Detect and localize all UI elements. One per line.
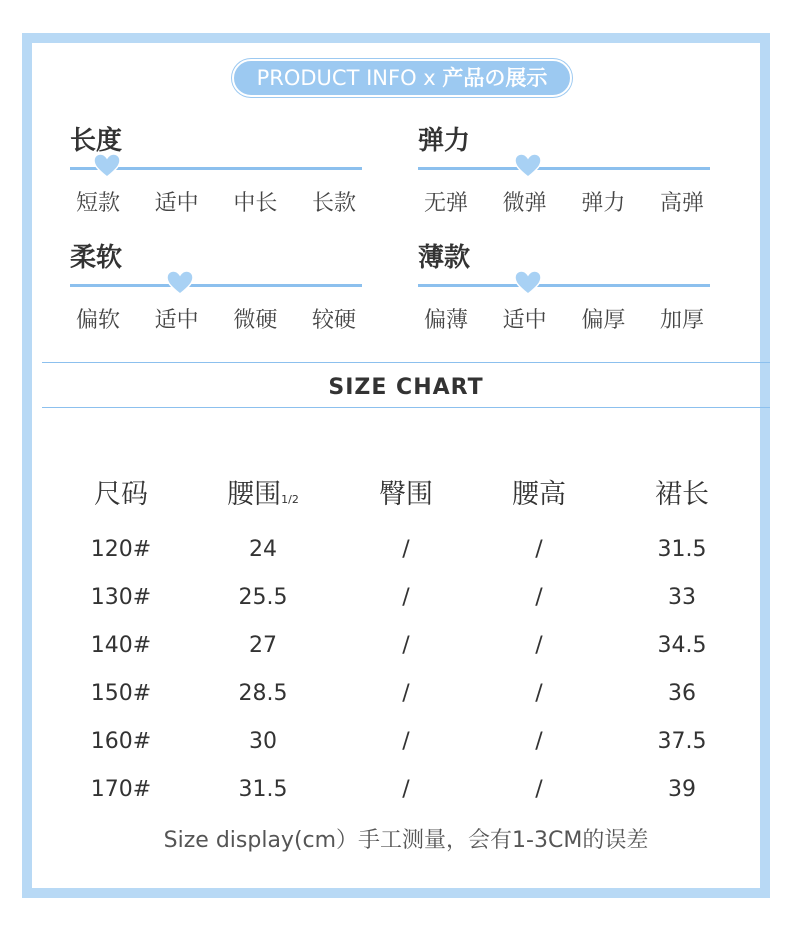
- table-cell: 25.5: [238, 584, 288, 610]
- table-cell: /: [402, 632, 410, 658]
- info-frame: [22, 33, 770, 898]
- header-cell: 臀围: [379, 478, 433, 510]
- attribute-thickness: [418, 240, 710, 334]
- table-cell: /: [535, 728, 543, 754]
- attribute-title: 薄款: [418, 243, 471, 273]
- option-label: 适中: [154, 191, 199, 216]
- heart-indicator-icon: [514, 270, 542, 296]
- heart-indicator-icon: [166, 270, 194, 296]
- attribute-options: [418, 303, 710, 334]
- table-cell: /: [535, 536, 543, 562]
- badge-cn-text: 产品の展示: [442, 66, 548, 90]
- option-label: 适中: [154, 308, 199, 333]
- table-cell: /: [535, 632, 543, 658]
- attribute-elasticity: [418, 123, 710, 217]
- option-label: 高弹: [659, 191, 704, 216]
- attribute-options: [418, 186, 710, 217]
- table-row: [62, 669, 752, 717]
- attribute-scale: [418, 167, 710, 170]
- attribute-softness: [70, 240, 362, 334]
- attribute-scale: [70, 167, 362, 170]
- table-cell: 24: [249, 536, 277, 562]
- option-label: 适中: [502, 308, 547, 333]
- header-cell: 腰高: [512, 478, 566, 510]
- attribute-scale: [70, 284, 362, 287]
- table-cell: 33: [668, 584, 696, 610]
- table-cell: 31.5: [238, 776, 288, 802]
- option-label: 微硬: [233, 308, 278, 333]
- option-label: 中长: [233, 191, 278, 216]
- measurement-note: Size display(cm）手工测量，会有1-3CM的误差: [163, 828, 649, 853]
- option-label: 短款: [76, 191, 121, 216]
- table-cell: 37.5: [657, 728, 707, 754]
- badge-en-text: PRODUCT INFO x: [256, 66, 436, 90]
- header-cell-suffix: 1/2: [281, 492, 299, 506]
- table-cell: /: [402, 776, 410, 802]
- table-header-row: [62, 463, 752, 519]
- header-cell: 裙长: [655, 478, 709, 510]
- attribute-length: [70, 123, 362, 217]
- divider-top: [42, 362, 770, 363]
- table-row: [62, 717, 752, 765]
- table-cell: 170#: [90, 776, 152, 802]
- table-cell: /: [535, 584, 543, 610]
- table-cell: 120#: [90, 536, 152, 562]
- table-cell: /: [402, 728, 410, 754]
- header-cell: 尺码: [94, 478, 148, 510]
- size-table: [62, 463, 752, 813]
- attribute-title: 长度: [70, 126, 123, 156]
- table-cell: 31.5: [657, 536, 707, 562]
- table-row: [62, 765, 752, 813]
- attribute-title: 弹力: [418, 126, 471, 156]
- table-cell: 28.5: [238, 680, 288, 706]
- table-cell: 39: [668, 776, 696, 802]
- table-row: [62, 573, 752, 621]
- table-cell: 140#: [90, 632, 152, 658]
- header-cell-text: 腰围: [227, 478, 282, 510]
- option-label: 加厚: [659, 308, 704, 333]
- attribute-options: [70, 303, 362, 334]
- heart-indicator-icon: [514, 153, 542, 179]
- attribute-options: [70, 186, 362, 217]
- table-cell: /: [535, 776, 543, 802]
- option-label: 无弹: [424, 191, 469, 216]
- header-cell: [180, 472, 346, 511]
- size-chart-title: SIZE CHART: [328, 375, 484, 400]
- option-label: 微弹: [502, 191, 547, 216]
- table-cell: /: [402, 536, 410, 562]
- option-label: 弹力: [581, 191, 626, 216]
- option-label: 偏厚: [581, 308, 626, 333]
- table-cell: 34.5: [657, 632, 707, 658]
- attribute-scale: [418, 284, 710, 287]
- table-cell: 160#: [90, 728, 152, 754]
- option-label: 长款: [311, 191, 356, 216]
- table-cell: 150#: [90, 680, 152, 706]
- table-cell: 27: [249, 632, 277, 658]
- table-cell: 130#: [90, 584, 152, 610]
- table-row: [62, 621, 752, 669]
- table-cell: 36: [668, 680, 696, 706]
- table-cell: 30: [249, 728, 277, 754]
- table-cell: /: [402, 584, 410, 610]
- divider-bottom: [42, 407, 770, 408]
- option-label: 偏软: [76, 308, 121, 333]
- table-cell: /: [402, 680, 410, 706]
- option-label: 较硬: [311, 308, 356, 333]
- product-info-badge: [232, 59, 572, 97]
- option-label: 偏薄: [424, 308, 469, 333]
- heart-indicator-icon: [93, 153, 121, 179]
- attribute-title: 柔软: [70, 243, 123, 273]
- table-cell: /: [535, 680, 543, 706]
- table-row: [62, 525, 752, 573]
